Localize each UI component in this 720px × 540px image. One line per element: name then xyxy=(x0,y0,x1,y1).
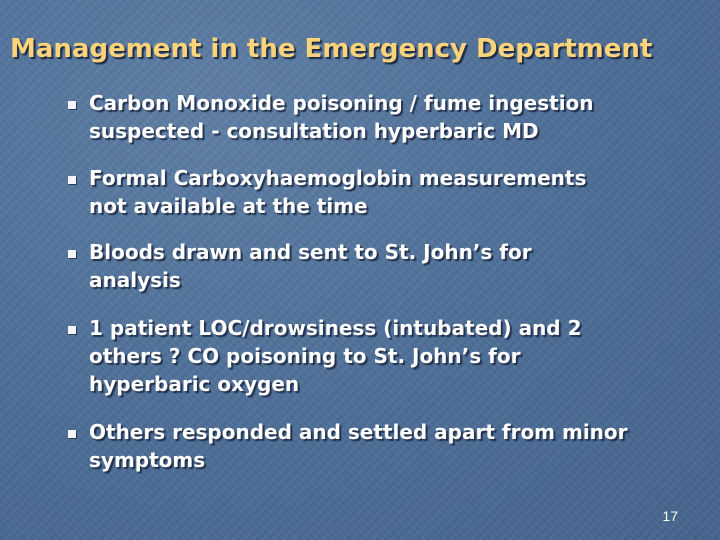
bullet-line: symptoms xyxy=(89,448,206,472)
bullet-line: hyperbaric oxygen xyxy=(89,372,300,396)
square-bullet-icon xyxy=(68,101,76,109)
bullet-line: analysis xyxy=(89,268,181,292)
bullet-line: 1 patient LOC/drowsiness (intubated) and 2 xyxy=(89,316,582,340)
square-bullet-icon xyxy=(68,176,76,184)
bullet-line: Bloods drawn and sent to St. John’s for xyxy=(89,240,532,264)
bullet-line: others ? CO poisoning to St. John’s for xyxy=(89,344,521,368)
slide-title: Management in the Emergency Department xyxy=(10,34,653,64)
square-bullet-icon xyxy=(68,326,76,334)
bullet-line: Carbon Monoxide poisoning / fume ingestion xyxy=(89,91,594,115)
bullet-line: Formal Carboxyhaemoglobin measurements xyxy=(89,166,587,190)
square-bullet-icon xyxy=(68,430,76,438)
slide-number: 17 xyxy=(662,508,678,524)
bullet-line: Others responded and settled apart from minor xyxy=(89,420,628,444)
bullet-line: suspected - consultation hyperbaric MD xyxy=(89,119,539,143)
square-bullet-icon xyxy=(68,250,76,258)
bullet-line: not available at the time xyxy=(89,194,368,218)
